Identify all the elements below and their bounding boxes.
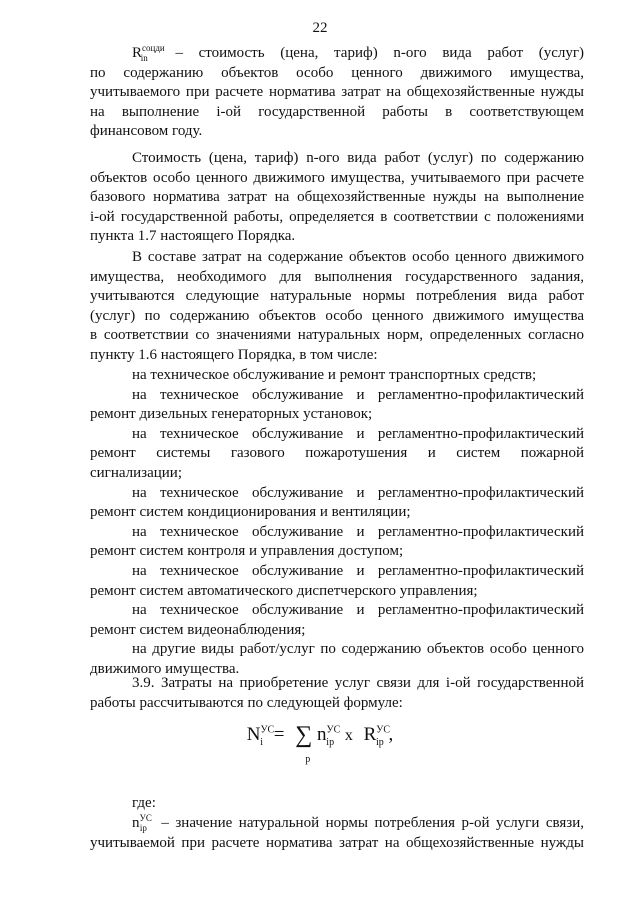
para2-line: пункту 1.6 настоящего Порядка, в том числе: (90, 346, 378, 363)
intro-definition (90, 44, 584, 142)
formula-equals: = (273, 724, 285, 745)
maintenance-list (90, 366, 584, 680)
section-3-9 (90, 674, 584, 713)
list-item-line: движимого имущества. (90, 660, 240, 677)
para1-line: пункта 1.7 настоящего Порядка. (90, 228, 296, 245)
formula-sum: ∑ p (295, 722, 313, 765)
para2-line: имущества, необходимого для выполнения государственного задания, (90, 268, 584, 285)
list-item-line: на техническое обслуживание и ремонт транспортных средств; (132, 367, 537, 383)
list-item-line: на техническое обслуживание и регламентно-профилактический (132, 484, 584, 501)
formula-r: $R^{УС}_{ip}$ (363, 724, 391, 748)
list-item-line: ремонт систем автоматического диспетчерского управления; (90, 582, 478, 599)
list-item-line: ремонт систем кондиционирования и вентиляции; (90, 504, 411, 521)
para2-line: (услуг) по содержанию объектов особо ценного движимого имущества (90, 307, 584, 324)
para1-line: i-ой государственной работы, определяется в соответствии с положениями (90, 208, 584, 225)
n-definition (90, 814, 584, 853)
intro-symbol: $R^{соцди}_{in}$ (132, 43, 165, 63)
list-item-line: на техническое обслуживание и регламентно-профилактический (132, 523, 584, 540)
para2-line: учитываются следующие натуральные нормы потребления вида работ (90, 288, 584, 305)
formula (0, 720, 640, 765)
para1-line: объектов особо ценного движимого имущества, учитываемого при расчете (90, 169, 584, 186)
list-item (90, 523, 584, 562)
n-def-line-2: учитываемой при расчете норматива затрат на общехозяйственные нужды (90, 834, 584, 851)
formula-comma: , (388, 724, 394, 745)
para3-line: работы рассчитываются по следующей формуле: (90, 694, 403, 711)
list-item-line: ремонт системы газового пожаротушения и систем пожарной (90, 445, 584, 462)
para2-line: В составе затрат на содержание объектов особо ценного движимого (132, 249, 584, 265)
n-def-line-1: $n^{УС}_{ip}$ – значение натуральной нормы потребления p-ой услуги связи, (132, 813, 584, 833)
list-item-line: на техническое обслуживание и регламентно-профилактический (132, 425, 584, 442)
n-def-symbol: $n^{УС}_{ip}$ (132, 813, 152, 833)
where-label: где: (132, 795, 156, 811)
intro-line-2: по содержанию объектов особо ценного движимого имущества, (90, 64, 584, 81)
list-item-line: сигнализации; (90, 464, 182, 481)
formula-n: $n^{УС}_{ip}$ (317, 724, 341, 748)
list-item (90, 425, 584, 484)
paragraph-natural-norms (90, 248, 584, 366)
intro-line-1: $R^{соцди}_{in}$ – стоимость (цена, тариф) n-ого вида работ (услуг) (132, 43, 585, 63)
formula-lhs: $N^{УС}_i$ (246, 724, 275, 748)
list-item-line: на техническое обслуживание и регламентно-профилактический (132, 602, 584, 619)
intro-line-4: на выполнение i-ой государственной работы в соответствующем (90, 103, 584, 120)
formula-times: x (344, 727, 353, 744)
list-item (90, 366, 584, 386)
list-item-line: ремонт дизельных генераторных установок; (90, 406, 373, 423)
para1-line: Стоимость (цена, тариф) n-ого вида работ (услуг) по содержанию (132, 150, 584, 166)
page-number: 22 (312, 20, 328, 36)
list-item-line: на техническое обслуживание и регламентно-профилактический (132, 386, 584, 403)
list-item-line: на другие виды работ/услуг по содержанию объектов особо ценного (132, 641, 584, 658)
list-item (90, 484, 584, 523)
list-item-line: на техническое обслуживание и регламентно-профилактический (132, 562, 584, 579)
intro-line-5: финансовом году. (90, 123, 203, 140)
para3-line: 3.9. Затраты на приобретение услуг связи для i-ой государственной (132, 675, 584, 691)
list-item (90, 601, 584, 640)
para2-line: в соответствии со значениями натуральных норм, определенных согласно (90, 327, 584, 344)
paragraph-cost-definition (90, 149, 584, 247)
intro-line-3: учитываемого при расчете норматива затрат на общехозяйственные нужды (90, 84, 584, 101)
list-item-line: ремонт систем контроля и управления доступом; (90, 543, 404, 560)
list-item-line: ремонт систем видеонаблюдения; (90, 621, 306, 638)
para1-line: базового норматива затрат на общехозяйственные нужды на выполнение (90, 189, 584, 206)
list-item (90, 562, 584, 601)
list-item (90, 386, 584, 425)
